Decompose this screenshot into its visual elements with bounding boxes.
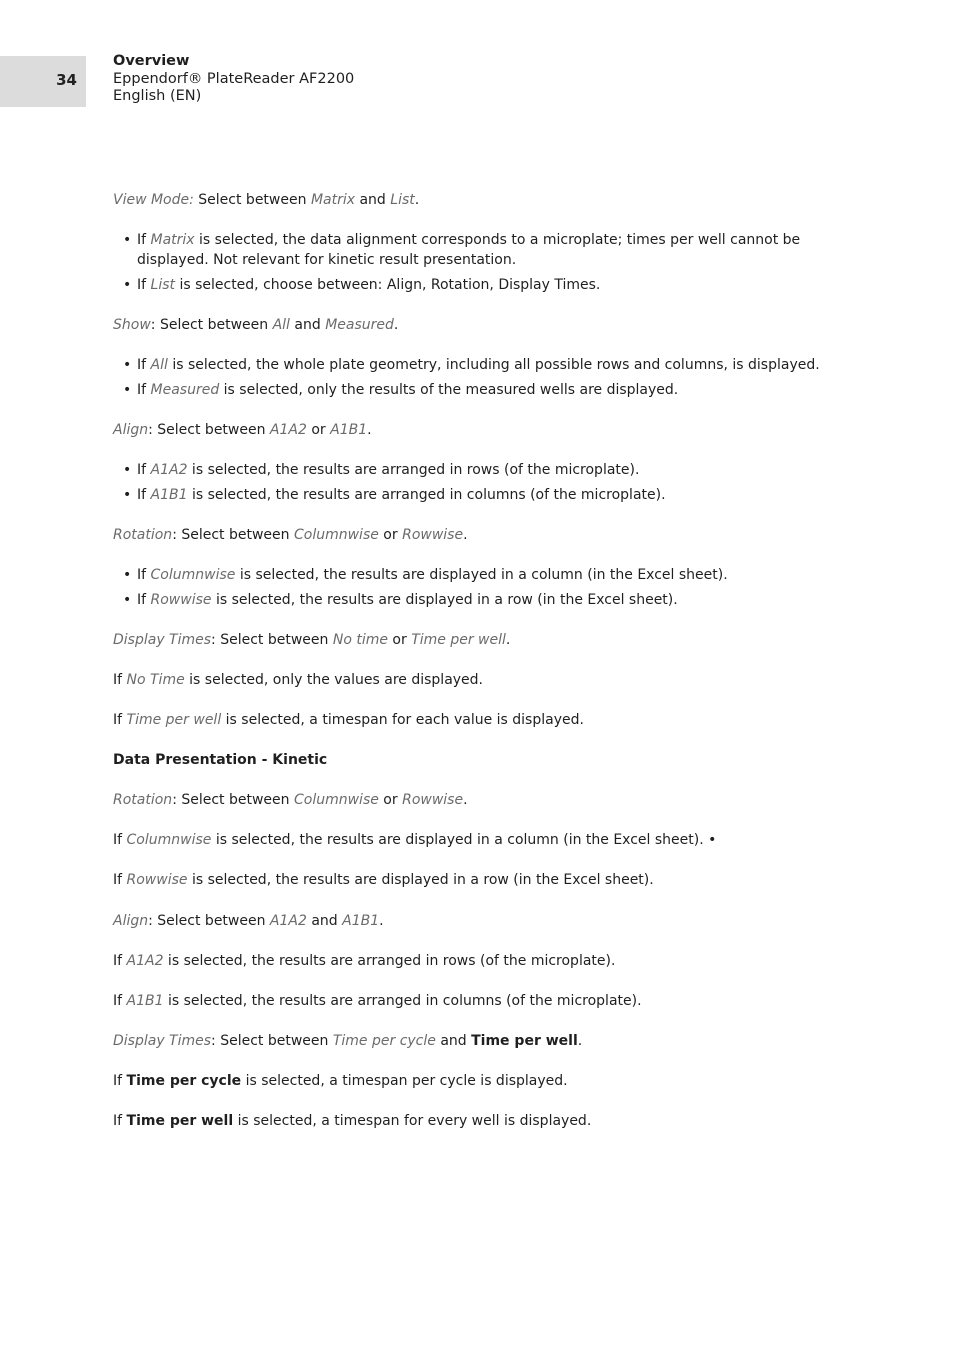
text-run: : Select between — [172, 792, 294, 808]
text-run: If — [137, 462, 151, 478]
term: Matrix — [150, 232, 195, 248]
term: Time per cycle — [332, 1033, 436, 1049]
text-run: If — [137, 232, 151, 248]
bullet-glyph: • — [123, 357, 132, 373]
term: Columnwise — [126, 832, 212, 848]
term: List — [150, 277, 175, 293]
bullet-glyph: • — [123, 277, 132, 293]
term: Time per well — [411, 632, 506, 648]
bold-text: Data Presentation - Kinetic — [113, 752, 328, 768]
text-run: . — [393, 317, 399, 333]
bullet-glyph: • — [123, 567, 132, 583]
paragraph — [113, 420, 372, 440]
text-run: and — [306, 913, 343, 929]
paragraph — [113, 710, 584, 730]
text-run: is selected, the results are arranged in columns (of the microplate). — [163, 993, 642, 1009]
text-run: : Select between — [148, 913, 270, 929]
text-run: and — [289, 317, 326, 333]
term: A1B1 — [150, 487, 188, 503]
term: A1A2 — [126, 953, 164, 969]
text-run: . — [577, 1033, 583, 1049]
term: Rowwise — [402, 527, 464, 543]
term: Columnwise — [293, 792, 379, 808]
text-run: is selected, the whole plate geometry, including all possible rows and columns, is displayed. — [167, 357, 820, 373]
term: View Mode: — [113, 192, 194, 208]
term: Rowwise — [402, 792, 464, 808]
bold-text: Time per well — [471, 1033, 578, 1049]
term: A1B1 — [330, 422, 368, 438]
text-run: : Select between — [150, 317, 273, 333]
term: Time per well — [126, 712, 222, 728]
text-run: . — [414, 192, 420, 208]
term: Matrix — [310, 192, 356, 208]
text-run: If — [137, 487, 151, 503]
term: Rowwise — [150, 592, 212, 608]
bullet-glyph: • — [123, 487, 132, 503]
bold-text: Time per well — [126, 1113, 234, 1129]
text-run: If — [113, 1113, 127, 1129]
text-run: If — [113, 672, 127, 688]
text-run: If — [113, 712, 127, 728]
paragraph — [113, 911, 384, 931]
text-run: is selected, the data alignment corresponds to a microplate; times per well cannot be — [194, 232, 801, 248]
term: Rotation — [113, 527, 173, 543]
paragraph — [113, 991, 642, 1011]
text-run: or — [378, 527, 403, 543]
text-run: is selected, choose between: Align, Rotation, Display Times. — [175, 277, 601, 293]
paragraph — [113, 870, 654, 890]
text-run: If — [137, 567, 151, 583]
text-run: or — [378, 792, 403, 808]
text-run: If — [113, 1073, 127, 1089]
term: No time — [332, 632, 388, 648]
term: Columnwise — [150, 567, 236, 583]
text-run: is selected, the results are displayed in a row (in the Excel sheet). — [187, 872, 654, 888]
running-header — [113, 53, 354, 106]
term: A1A2 — [150, 462, 188, 478]
text-run: or — [306, 422, 331, 438]
paragraph — [113, 750, 327, 770]
text-run: . — [367, 422, 372, 438]
term: Show — [113, 317, 151, 333]
bullet-glyph: • — [123, 232, 132, 248]
product-name: Eppendorf® PlateReader AF2200 — [113, 70, 355, 87]
text-run: is selected, only the results of the measured wells are displayed. — [219, 382, 679, 398]
bullet-item — [123, 230, 800, 270]
bullet-continuation: displayed. Not relevant for kinetic result presentation. — [137, 252, 517, 268]
bullet-item — [123, 275, 600, 295]
text-run: If — [137, 357, 151, 373]
term: A1B1 — [126, 993, 164, 1009]
text-run: is selected, a timespan for every well is displayed. — [233, 1113, 592, 1129]
text-run: is selected, a timespan per cycle is displayed. — [241, 1073, 568, 1089]
text-run: . — [505, 632, 511, 648]
text-run: If — [113, 953, 127, 969]
text-run: Select between — [193, 192, 311, 208]
bullet-glyph: • — [123, 382, 132, 398]
paragraph — [113, 951, 615, 971]
text-run: If — [113, 993, 127, 1009]
text-run: is selected, the results are displayed in a column (in the Excel sheet). — [235, 567, 728, 583]
bullet-item — [123, 380, 678, 400]
text-run: If — [137, 277, 151, 293]
bullet-glyph: • — [123, 462, 132, 478]
paragraph — [113, 830, 716, 850]
text-run: is selected, the results are arranged in rows (of the microplate). — [163, 953, 616, 969]
term: Align — [113, 422, 149, 438]
term: List — [390, 192, 415, 208]
bullet-item — [123, 565, 728, 585]
bullet-item — [123, 355, 820, 375]
text-run: If — [113, 832, 127, 848]
term: Measured — [325, 317, 394, 333]
term: All — [150, 357, 168, 373]
term: Display Times — [113, 1033, 212, 1049]
term: Rowwise — [126, 872, 188, 888]
section-title: Overview — [113, 53, 190, 69]
term: Measured — [150, 382, 220, 398]
paragraph — [113, 315, 398, 335]
text-run: or — [387, 632, 412, 648]
term: Rotation — [113, 792, 173, 808]
text-run: and — [435, 1033, 472, 1049]
text-run: If — [137, 382, 151, 398]
text-run: . — [463, 792, 468, 808]
paragraph — [113, 670, 483, 690]
language-label: English (EN) — [113, 88, 202, 104]
text-run: . — [463, 527, 468, 543]
text-run: : Select between — [211, 632, 333, 648]
paragraph — [113, 1071, 568, 1091]
text-run: If — [113, 872, 127, 888]
text-run: is selected, the results are displayed in a row (in the Excel sheet). — [211, 592, 678, 608]
paragraph — [113, 790, 468, 810]
bullet-item — [123, 590, 678, 610]
text-run: is selected, the results are displayed in a column (in the Excel sheet). • — [211, 832, 717, 848]
term: All — [272, 317, 290, 333]
text-run: is selected, the results are arranged in rows (of the microplate). — [187, 462, 640, 478]
term: A1B1 — [342, 913, 380, 929]
page-number: 34 — [56, 71, 77, 89]
term: A1A2 — [269, 422, 307, 438]
paragraph — [113, 630, 510, 650]
text-run: is selected, the results are arranged in columns (of the microplate). — [187, 487, 666, 503]
text-run: is selected, only the values are displayed. — [184, 672, 484, 688]
term: Align — [113, 913, 149, 929]
page-number-tab — [0, 56, 86, 107]
term: Display Times — [113, 632, 212, 648]
term: A1A2 — [269, 913, 307, 929]
bullet-item — [123, 485, 666, 505]
bullet-glyph: • — [123, 592, 132, 608]
text-run: : Select between — [211, 1033, 333, 1049]
text-run: is selected, a timespan for each value is displayed. — [221, 712, 584, 728]
paragraph — [113, 1031, 582, 1051]
text-run: . — [379, 913, 384, 929]
term: Columnwise — [293, 527, 379, 543]
text-run: and — [355, 192, 391, 208]
text-run: : Select between — [172, 527, 294, 543]
text-run: : Select between — [148, 422, 270, 438]
bold-text: Time per cycle — [126, 1073, 242, 1089]
bullet-item — [123, 460, 639, 480]
paragraph — [113, 1111, 591, 1131]
term: No Time — [126, 672, 185, 688]
paragraph — [113, 525, 468, 545]
text-run: If — [137, 592, 151, 608]
paragraph — [113, 190, 419, 210]
